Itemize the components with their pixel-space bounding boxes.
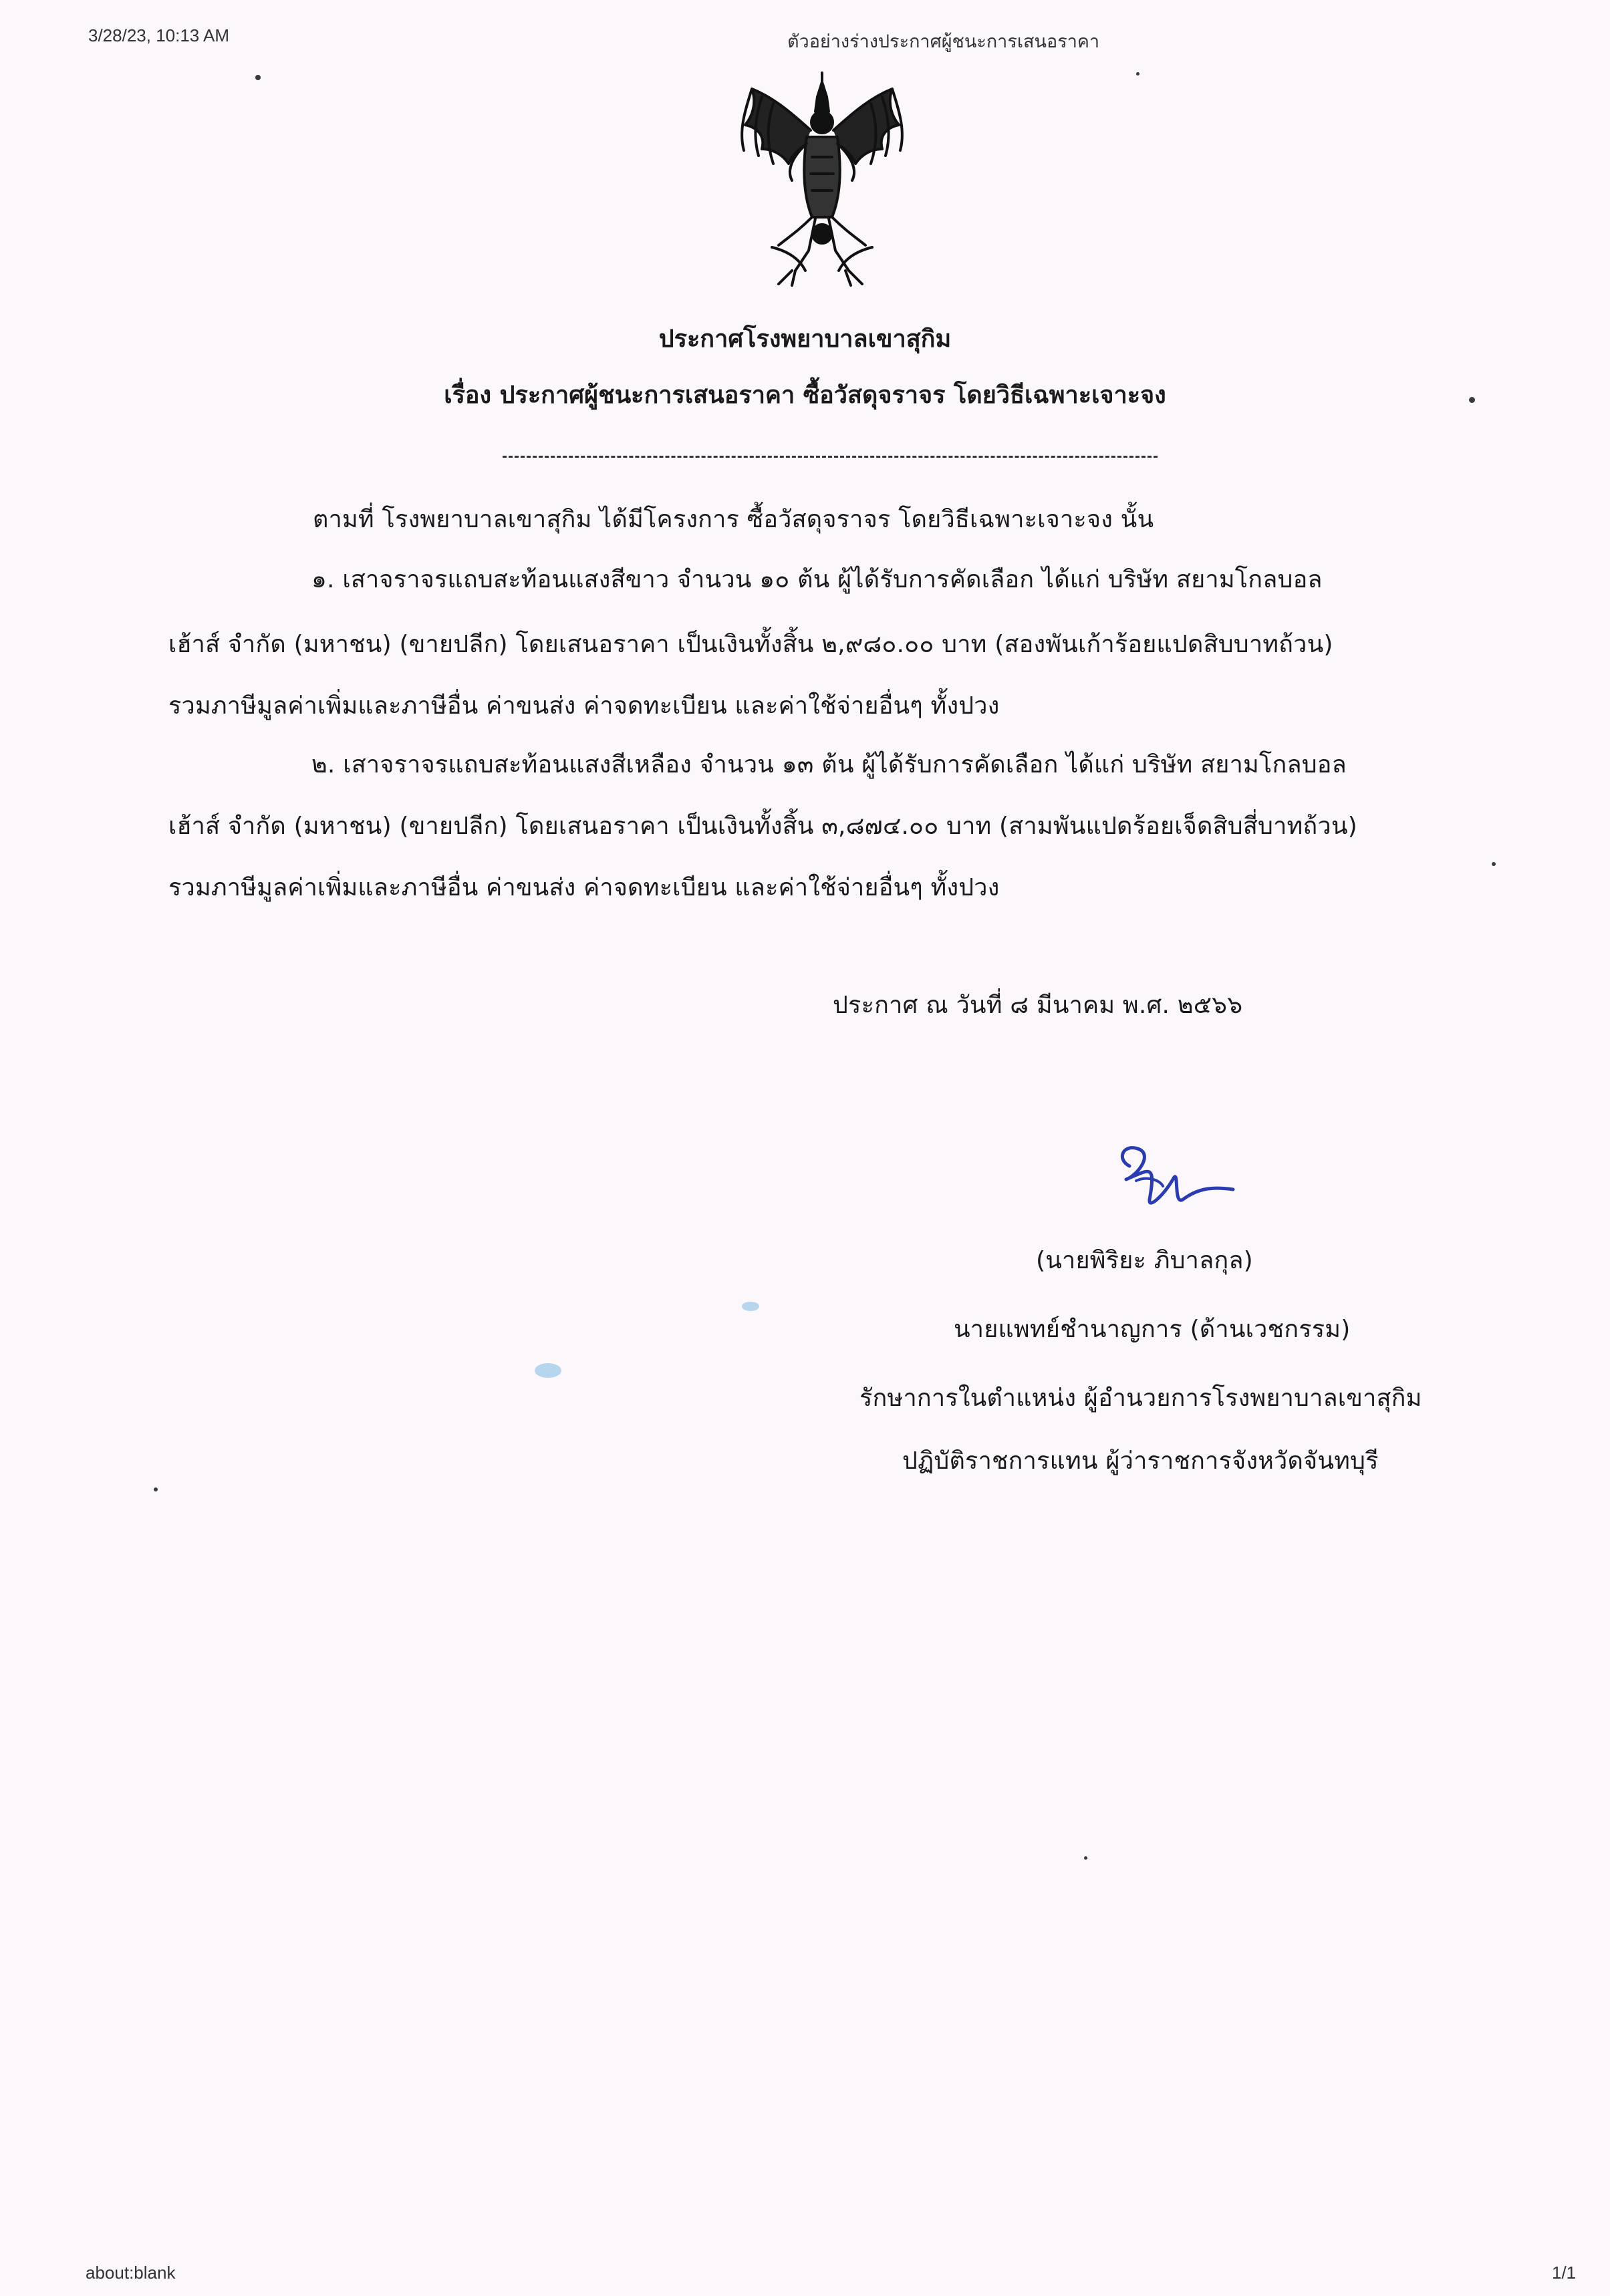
item-2-line-3: รวมภาษีมูลค่าเพิ่มและภาษีอื่น ค่าขนส่ง ค่าจดทะเบียน และค่าใช้จ่ายอื่นๆ ทั้งปวง bbox=[168, 874, 1000, 901]
garuda-emblem-icon bbox=[725, 70, 919, 291]
scan-stain bbox=[535, 1363, 561, 1378]
item-1-line-2: เฮ้าส์ จำกัด (มหาชน) (ขายปลีก) โดยเสนอราคา เป็นเงินทั้งสิ้น ๒,๙๘๐.๐๐ บาท (สองพันเก้าร้อยแปดสิบบาทถ้วน) bbox=[168, 631, 1333, 658]
item-1-line-3: รวมภาษีมูลค่าเพิ่มและภาษีอื่น ค่าขนส่ง ค่าจดทะเบียน และค่าใช้จ่ายอื่นๆ ทั้งปวง bbox=[168, 692, 1000, 720]
handwritten-signature bbox=[1109, 1139, 1243, 1219]
item-2-line-1: ๒. เสาจราจรแถบสะท้อนแสงสีเหลือง จำนวน ๑๓ ต้น ผู้ได้รับการคัดเลือก ได้แก่ บริษัท สยามโกลบอล bbox=[311, 751, 1347, 778]
scan-speck bbox=[154, 1487, 158, 1491]
announcement-title: ประกาศโรงพยาบาลเขาสุกิม bbox=[658, 325, 952, 353]
announcement-date: ประกาศ ณ วันที่ ๘ มีนาคม พ.ศ. ๒๕๖๖ bbox=[833, 992, 1243, 1019]
signer-position-3: ปฏิบัติราชการแทน ผู้ว่าราชการจังหวัดจันทบุรี bbox=[902, 1447, 1379, 1475]
scan-speck bbox=[1136, 72, 1139, 76]
signer-position-2: รักษาการในตำแหน่ง ผู้อำนวยการโรงพยาบาลเขาสุกิม bbox=[859, 1385, 1422, 1412]
scan-stain bbox=[742, 1302, 759, 1311]
dashed-divider bbox=[503, 456, 1158, 458]
print-page-number: 1/1 bbox=[1552, 2263, 1577, 2283]
item-1-line-1: ๑. เสาจราจรแถบสะท้อนแสงสีขาว จำนวน ๑๐ ต้น ผู้ได้รับการคัดเลือก ได้แก่ บริษัท สยามโกลบอล bbox=[311, 566, 1323, 593]
signer-position-1: นายแพทย์ชำนาญการ (ด้านเวชกรรม) bbox=[954, 1316, 1351, 1343]
intro-paragraph: ตามที่ โรงพยาบาลเขาสุกิม ได้มีโครงการ ซื้อวัสดุจราจร โดยวิธีเฉพาะเจาะจง นั้น bbox=[313, 506, 1154, 533]
print-footer-url: about:blank bbox=[86, 2263, 176, 2283]
scan-speck bbox=[255, 75, 261, 80]
print-datetime: 3/28/23, 10:13 AM bbox=[88, 25, 230, 45]
signer-name: (นายพิริยะ ภิบาลกุล) bbox=[1036, 1247, 1253, 1274]
scan-speck bbox=[1492, 862, 1496, 866]
scan-speck bbox=[1469, 397, 1475, 403]
announcement-subject: เรื่อง ประกาศผู้ชนะการเสนอราคา ซื้อวัสดุจราจร โดยวิธีเฉพาะเจาะจง bbox=[444, 382, 1166, 409]
item-2-line-2: เฮ้าส์ จำกัด (มหาชน) (ขายปลีก) โดยเสนอราคา เป็นเงินทั้งสิ้น ๓,๘๗๔.๐๐ บาท (สามพันแปดร้อยเจ็ดสิบสี่บาทถ้วน) bbox=[168, 813, 1357, 840]
scan-speck bbox=[1084, 1856, 1087, 1860]
print-header-title: ตัวอย่างร่างประกาศผู้ชนะการเสนอราคา bbox=[787, 31, 1100, 51]
